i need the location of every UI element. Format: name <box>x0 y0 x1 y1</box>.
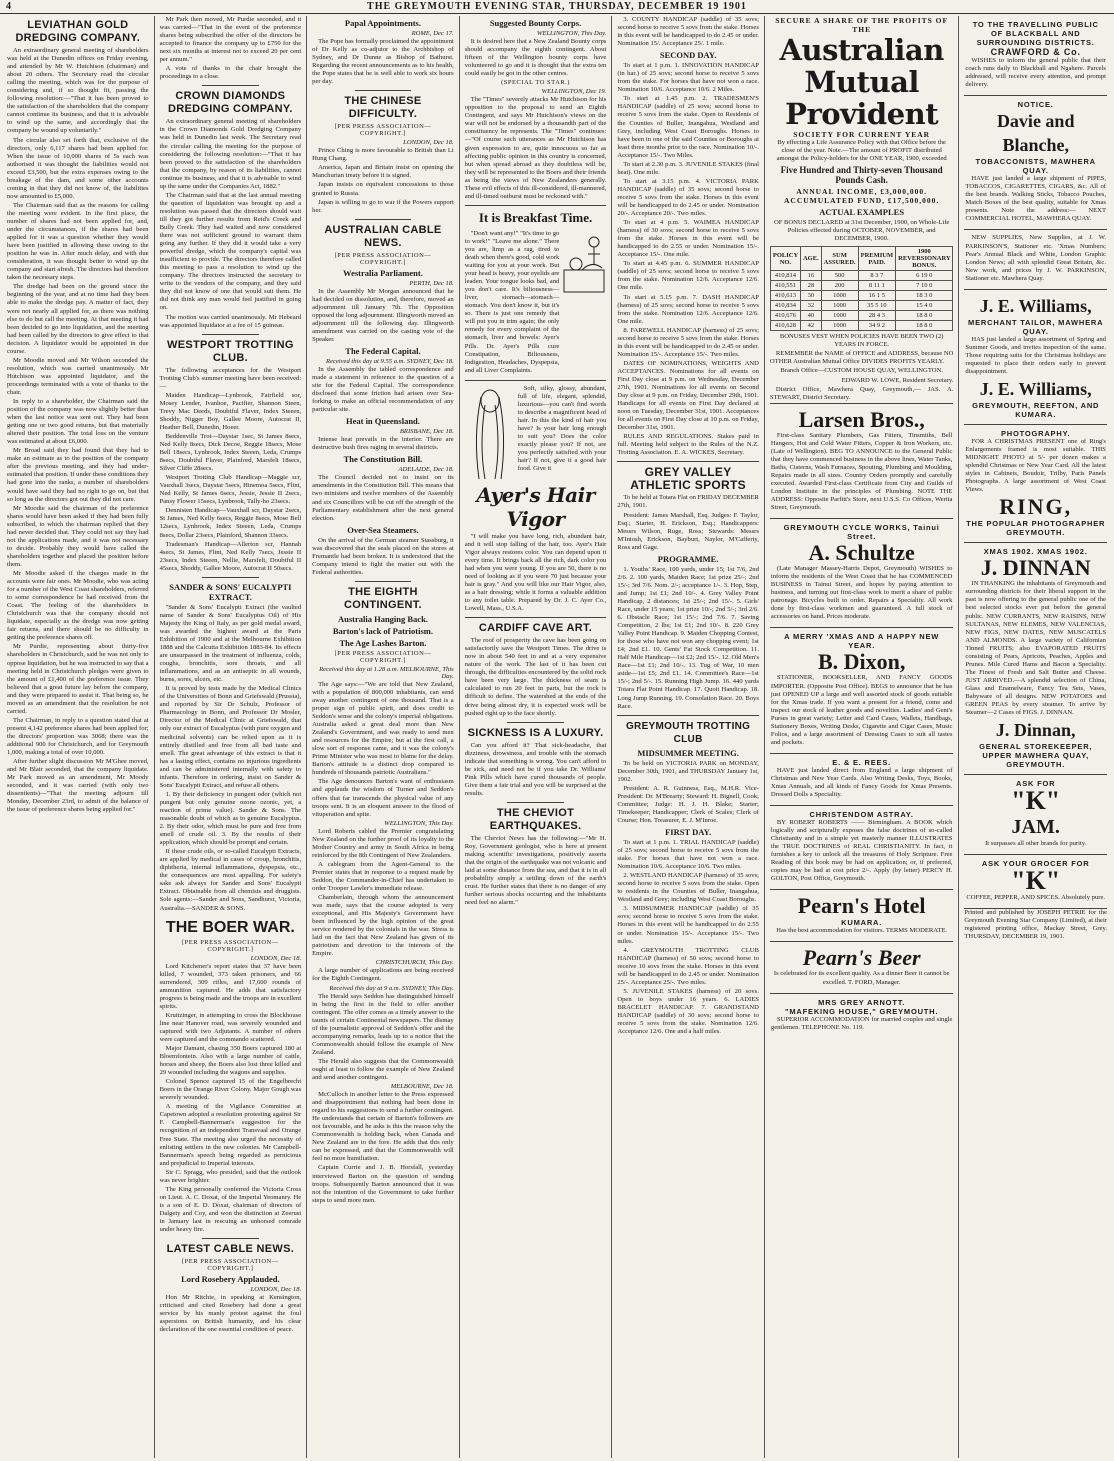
ad-paragraph: REMEMBER the NAME of OFFICE and ADDRESS, because NO OTHER Australian Mutual Office DIVIDES PROFITS YEARLY. <box>769 350 954 366</box>
race-listing: 3. COUNTY HANDICAP (saddle) of 35 sovs; second horse to receive 5 sovs from the stake. Horses in this event will be handicapped to do 2.45 or under. Nomination 15/. Acceptance 25/. 1 mile. <box>617 16 759 48</box>
article-paragraph: The circular also set forth that, exclusive of the directors, only 6,117 shares had been applied for. When the issue of 10,000 shares of 5s each was authorised it was thought the liabilities would not exceed £3,500, but the extra expenses owing to the breakage of the dam, and some other accounts coming in that they did not know of, the liabilities now amounted to £5,000. <box>7 136 149 200</box>
article-paragraph: An extraordinary general meeting of shareholders in the Crown Diamonds Gold Dredging Company was held in Dunedin last week. The Secretary read the circular calling the meeting for the purpose of considering the following resolution:—"That it has been proved to the satisfaction of the shareholders that the company, by reason of its liabilities, cannot continue its business, and that it is advisable to wind up the same under the Companies Act, 1882." <box>159 118 302 190</box>
dateline: WELLINGTON, This Day. <box>384 819 454 827</box>
table-cell: 8 3 7 <box>858 271 896 281</box>
dateline: Received this day at 9 a.m. SYDNEY, This Day. <box>329 984 454 992</box>
k-coffee-advert <box>964 855 1107 909</box>
column-4 <box>460 16 613 1458</box>
table-cell: 28 <box>800 281 821 291</box>
ad-paragraph: It surpasses all other brands for purity. <box>985 840 1087 848</box>
larsen-advert <box>770 403 954 519</box>
article-subheadline: Barton's lack of Patriotism. <box>332 625 433 636</box>
divider <box>355 581 412 582</box>
article-paragraph: Intense heat prevails in the interior. There are destructive bush fires raging in several districts. <box>312 436 454 452</box>
article-headline: LATEST CABLE NEWS. <box>166 1243 295 1256</box>
table-cell: 6 19 0 <box>896 271 953 281</box>
table-row <box>770 321 953 331</box>
article-headline: CARDIFF CAVE ART. <box>478 622 593 635</box>
article-headline: THE CHINESE DIFFICULTY. <box>344 95 422 121</box>
ad-brand-title: Davie and Blanche, <box>996 111 1075 156</box>
article-paragraph: The "Times" severely attacks Mr Hutchison for his opposition to the proposal to send an Eighth Contingent, and says Mr Hutchison's views on the war will not be endorsed by a thousandth part of the constituency he represents. The "Times" continues:—"Of course such utterances as Mr Hutchison has given expression to are, quite innocuous so far as affecting public opinion in this country is concerned, but when spread abroad as they doubtless will be, they will be represented to the Boers and their friends as being the views of New Zealanders generally. These evil effects of this ill-considered, ill-mannered, and ill-timed outburst must be reckoned with." <box>464 96 607 200</box>
article-paragraph: 1. By their deficiency in pungent odor (which not pungent but only genuine ozone ozonic, yet, a reaction of prime value). Sander & Sons. The reasonable doubt of which as to genuine Eucalyptus. 2. By their odor, which must be pure and free from smell of crude oil. 3. By the results of their application, which should be prompt and certain. <box>159 790 302 847</box>
table-cell: 200 <box>821 281 858 291</box>
press-tag: [PER PRESS ASSOCIATION—COPYRIGHT.] <box>334 251 432 266</box>
race-listing: 2. WESTLAND HANDICAP (harness) of 35 sovs; second horse to receive 5 sovs from the stake. Open to residents in the Counties of Buller, Inangahua, Westland and Grey; including West Coast Boroughs. <box>617 872 759 904</box>
christendom-advert <box>770 806 954 890</box>
race-listing: To start at 1 p.m. 1. TRIAL HANDICAP (saddle) of 25 sovs; second horse to receive 5 sovs from the stake. For horses that have not won a race. Nomination 10/6. Acceptance 10/6. Two miles. <box>617 838 759 871</box>
column-5 <box>612 16 765 1458</box>
ad-kicker: GREYMOUTH CYCLE WORKS, Tainui Street. <box>783 523 940 542</box>
ad-brand-title: RING, <box>999 494 1073 520</box>
race-listing: To start at 3.15 p.m. 4. VICTORIA PARK HANDICAP (saddle) of 35 sovs; second horse to receive 5 sovs from the stake. Horses in this event will be handicapped to do 2.45 or under. Nomination 20/-. Acceptance 20/-. Two miles. <box>617 177 759 218</box>
ad-kicker: NOTICE. <box>1017 100 1054 110</box>
article-subheadline: Papal Appointments. <box>344 18 421 28</box>
table-cell: 500 <box>821 271 858 281</box>
table-header-row <box>770 247 953 271</box>
article-headline: THE CHEVIOT EARTHQUAKES. <box>489 806 582 832</box>
dateline: Received this day at 9.55 a.m. SYDNEY, Dec 18. <box>325 357 454 365</box>
table-header-cell: POLICY NO. <box>770 247 800 271</box>
table-cell: 1000 <box>821 311 858 321</box>
divider <box>617 461 759 462</box>
table-row <box>770 281 953 291</box>
williams-advert <box>964 290 1107 425</box>
article-headline: SICKNESS IS A LUXURY. <box>467 726 604 739</box>
divider <box>202 577 259 578</box>
divider <box>202 85 259 86</box>
article-paragraph: Tradesman's Handicap—Allerton scr, Hannah 4secs, St James, Flint, Ned Kelly 7secs, Jessie II 23secs, Index Steeen, Nellie, Marsfelt, Doubtful II 45secs, Shoddy, Gallee Moore, Autocrat II 50secs. <box>159 540 302 572</box>
article-headline: CROWN DIAMONDS DREDGING COMPANY. <box>168 90 293 116</box>
article-paragraph: The following acceptances for the Westport Trotting Club's summer meeting have been received:— <box>159 366 302 390</box>
ad-subtitle: MERCHANT TAILOR, MAWHERA QUAY. <box>968 317 1104 336</box>
table-header-cell: AGE. <box>800 247 821 271</box>
article-headline: AUSTRALIAN CABLE NEWS. <box>324 223 442 249</box>
column-3 <box>307 16 460 1458</box>
table-cell: 1000 <box>821 301 858 311</box>
table-cell: 32 <box>800 301 821 311</box>
divider <box>465 205 607 206</box>
ad-kicker: ASK YOUR GROCER FOR <box>981 859 1090 869</box>
ad-kicker: SECURE A SHARE OF THE PROFITS OF THE <box>775 16 949 34</box>
divider <box>617 715 759 716</box>
dixon-advert <box>770 628 954 753</box>
article-paragraph: If these crude oils, or so-called Eucalypti Extracts, are applied by medical in cases of croup, bronchitis, diphtheria, internal inflammations, dyspepsia, etc., the consequences are most appalling. For safety's sake ask always for Sander and Sons' Eucalypti Extract. Obtainable from all chemists and druggists. Sole agents:—Sander and Sons, Sandhurst, Victoria, Australia.—SANDER & SONS. <box>159 848 302 912</box>
ad-brand-title: J. E. Williams, <box>979 295 1092 316</box>
article-paragraph: Maiden Handicap—Lynbrook, Fairfield sor, Mosey Lender, Ivanhoe, Pacifier, Shannon Steen, Trevy Mac Deeds, Doubtful Flaver, Index Steeen, Shoddy, Nigger Boy, Gallee Moore, Autocrat II, Heather Bell, Dunedin, Hoeer. <box>159 391 302 431</box>
ad-highlight: Five Hundred and Thirty-seven Thousand Pounds Cash. <box>780 165 943 186</box>
article-subheadline: Westralia Parliament. <box>343 267 423 278</box>
article-paragraph: Kruitzinger, in attempting to cross the Blockhouse line near Hanover road, was severely wounded and captured with two Adjutants. A number of others were captured and the commando scattered. <box>159 1011 302 1043</box>
article-paragraph: The motion was carried unanimously. Mr Hebeard was appointed liquidator at a fee of 15 guineas. <box>159 313 302 329</box>
ad-paragraph: "Don't want any!" "It's time to go to work!" "Leave me alone." There you are, limp as a rag, tired to death when there's good, cold work waiting for you at your work. But your head is heavy, your eyelids are leaden. Your tongue looks bad, and you don't care. It's biliousness—liver, stomach—stomach—stomach. You don't know it, but it's so. There is just one remedy that will put you in trim again; the only remedy for every complaint of the stomach, liver and bowels: Ayer's Pills. Dr. Ayer's Pills cure Constipation, Biliousness, Indigestion, Headaches, Dyspepsia, and all Liver Complaints. <box>464 229 560 374</box>
ring-photo-advert <box>964 425 1107 543</box>
crawford-advert <box>964 16 1107 96</box>
article-paragraph: Lord Roberts cabled the Premier congratulating New Zealand on the further proof of its loyalty to the Mother Country and army in South Africa in being reinforced by the 8th Contingent of New Zealanders. <box>312 827 454 859</box>
article-paragraph: It is proved by tests made by the Medical Clinics of the Universities of Bonn and Griefswald (Prussia), and reported by Sir Dr Schulz, Professor of Pharmacology in Bonn, and Professor Dr Mosler, Director of the Medical Clinic at Griefswald, that only our extract of Eucalyptus (with pure oxygen and medicinal solvents) can be relied upon as it is entirely distilled and free from all bad taste and smell. The great advantage of this extract is that it has a lasting effect, contains no injurious ingredients and can be administered internally with safety to infants. Therefore in ordering, insist on Sander & Sons' Eucalypti Extract, and refuse all others. <box>159 685 302 789</box>
ad-subtitle: TOBACCONISTS, MAWHERA QUAY. <box>975 157 1096 176</box>
dateline: LONDON, Dec 18. <box>250 954 302 962</box>
table-cell: 35 5 10 <box>858 301 896 311</box>
table-subtitle: OF BONUS DECLARED at 31st December, 1900, on Whole-Life Policies effected during OCTOBER, NOVEMBER, and DECEMBER, 1900. <box>773 219 950 243</box>
ad-brand-title: J. Dinnan, <box>995 720 1076 741</box>
dateline: BRISBANE, Dec 18. <box>399 428 454 436</box>
article-paragraph: Captain Currie and J. B. Horsfall, yesterday interviewed Barton on the question of sending troops. Subsequently Barton announced that it was not the intention of the Government to take further steps to send more men. <box>312 1164 454 1204</box>
race-listing: 8. FAREWELL HANDICAP (harness) of 25 sovs; second horse to receive 5 sovs from the stake. Horses in this event will be handicapped to do 2.45 or under. Nomination 15/-. Acceptance 15/-. Two miles. <box>617 326 759 358</box>
table-cell: 410,551 <box>770 281 800 291</box>
ad-subtitle: SOCIETY FOR CURRENT YEAR <box>793 130 931 139</box>
article-paragraph: Mr Moodie moved and Mr Wilson seconded the resolution, which was carried unanimously. Mr Hutchison was appointed liquidator, and the proceedings terminated with a vote of thanks to the chair. <box>7 356 149 396</box>
race-listing: To start at 5.15 p.m. 7. DASH HANDICAP (harness) of 25 sovs; second horse to receive 5 sovs from the stake. Nomination 12/6. Acceptance 12/6. One mile. <box>617 293 759 325</box>
column-7 <box>959 16 1112 1458</box>
ad-paragraph: COFFEE, PEPPER, AND SPICES. Absolutely pure. <box>966 894 1106 902</box>
davie-blanche-advert <box>964 96 1107 230</box>
ad-paragraph: BY ROBERT ROBERTS —— Birmingham. A BOOK which logically and scripturally exposes the false doctrines of so-called Christianity and in a simple yet masterly manner ILLUSTRATES the TRUE DOCTRINES of REAL CHRISTIANITY. In fact, it furnishes a key to unlock all the treasures of Holy Scripture. Free Reading of this book may be had on application; or, if preferred, copies may be had at cost price 2/-. Apply (by letter) PERCY H. GOLTON, Post Office, Greymouth. <box>770 819 953 883</box>
table-cell: 40 <box>800 311 821 321</box>
race-listing: To start at 1 p.m. 1. INNOVATION HANDICAP (in har.) of 25 sovs; second horse to receive 5 sovs from the stake. For horses that have not won a race. Nomination 10/6. Acceptance 10/6. 2 Miles. <box>617 62 759 94</box>
ad-paragraph: NEW SUPPLIES, New Supplies, at J. W. PARKINSON'S, Stationer etc. 'Xmas Numbers; Pear's Annual Black and White, London Graphic London News; all with splendid Great Britain, &c. New work, and prices by J. W. PARKINSON, Stationer etc. Mawhera Quay. <box>965 234 1106 282</box>
ad-brand-title: J. E. Williams, <box>979 378 1092 399</box>
table-title: ACTUAL EXAMPLES <box>819 207 905 218</box>
article-paragraph: The Pope has formally proclaimed the appointment of Dr Kelly as co-adjutor to the Archbishop of Sydney, and Dr Dunne as Bishop of Bathurst. Regarding the recent announcements as to his health, the Pope states that he is well able to work six hours per day. <box>312 38 454 86</box>
article-paragraph: Dennisten Handicap—Vauxhall scr, Daystar 2secs, St James, Ned Kelly 6secs, Reggie 8secs, Mose Bell 12secs, Lynbrook, Index Steeen, Leda, Crumps 8secs, Dollar 23secs, Plainford, Shannon 33secs. <box>159 507 302 539</box>
article-subheadline: The Constitution Bill. <box>343 454 423 465</box>
table-header-cell: SUM ASSURED. <box>821 247 858 271</box>
table-cell: 28 4 3 <box>858 311 896 321</box>
article-paragraph: The Age says:—"We are told that New Zealand, with a population of 800,000 inhabitants, can send away another contingent of one thousand. That is a proper sign of public spirit, and does credit to Seddon's sense and the colony's imperial obligations. Australia asked a great deal more than New Zealand's Government, and was ready to send men and resources for the Empire; but at the first call, a slow sort of response came, and it was the colony's Prime Minister who was most to blame for the delay. Barton's attitude is a distinct drop compared to hundreds of thousands patriotic Australians." <box>312 680 454 777</box>
race-listing: To start at 2.30 p.m. 3. JUVENILE STAKES (final heat). One mile. <box>617 160 759 176</box>
divider <box>355 219 412 220</box>
pearn-hotel-advert <box>770 890 954 942</box>
race-listing: 3. MIDSUMMER HANDICAP (saddle) of 35 sovs; second horse to receive 5 sovs from the stake. Horses in this event will be handicapped to do 2.55 or under. Nomination 15/-. Acceptance 15/-. Two miles. <box>617 905 759 945</box>
race-listing: To start at 4.45 p.m. 6. SUMMER HANDICAP (saddle) of 25 sovs; second horse to receive 5 sovs from the stake. Nomination 12/6. Acceptance 12/6. One mile. <box>617 260 759 292</box>
ad-brand-title: "K" <box>1011 786 1061 816</box>
dateline: ROME, Dec 17. <box>411 30 454 37</box>
ad-brand-title: Pearn's Hotel <box>797 893 926 919</box>
schultze-advert <box>770 519 954 628</box>
ad-paragraph: Is celebrated for its excellent quality. As a dinner Beer it cannot be excelled. T. FORD, Manager. <box>773 970 950 986</box>
article-subheadline: Lord Rosebery Applauded. <box>181 1274 280 1285</box>
article-paragraph: In reply to a shareholder, the Chairman said the position of the company was now slightly better than when the last notice was sent out. They had been getting one or two good returns, but that materially altered their position. The total loss on the venture was estimated at about £6,000. <box>7 398 149 446</box>
ad-paragraph: 1. Youths' Race, 100 yards, under 15; 1st 7/6, 2nd 2/6. 2. 100 yards, Maiden Race; 1st prize 25/-; 2nd 15/-; 3rd 7/6. Nom. 2/-; acceptance 1/-. 3. Hop, Step, and Jump; 1st £1; 2nd 10/-. 4. Grey Valley Point Handicap, 2 distances; 1st 25/-; 2nd 15/-. 5. Girls' Race, under 15 years; 1st prize 10/-; 2nd 5/-; 3rd 2/6. 6. Obstacle Race; 1st 15/-; 2nd 7/6. 7. Saving Competition, 2 lbs; 1st £1; 2nd 10/-. 8. 220 Grey Valley Point Handicap. 9. Maiden Chopping Contest, for those who have not won any chopping event; 1st £4; 2nd £1. 10. Gents' Fat Stock Competition. 11. Half Mile Handicap—1st £2; 2nd 15/-. 12. Old Men's Race—1st £1; 2nd 10/-. 13. Tug of War, 10 men aside—1st £5; 2nd £1. 14. Committee's Race—1st 15/-; 2nd 5/-. 15. Running High Jump. 16. 440 yards Totara Flat Point Handicap. 17. Quoit Handicap. 18. Long Jump Running. 19. Consolation Race. 20. Boys Race. <box>617 565 759 710</box>
bonus-table <box>770 246 954 331</box>
table-cell: 15 4 0 <box>896 301 953 311</box>
article-paragraph: The Chairman said that as the reasons for calling the meeting were evident. In the first place, the number of shares had not been applied for, and, under the circumstances, if the shares had been applied for it was a question whether they would have been justified in allowing these owing to the position he was in. After much delay, and with due consideration, it was thought better to wind up the company and start afresh. The directors had therefore taken the necessary steps. <box>7 201 149 282</box>
article-paragraph: The Council decided not to insist on its amendments in the Constitution Bill. This means that two ministers and twelve members of the Assembly and six Councillors will be cut off the strength of the Parliamentary establishment after the next general election. <box>312 474 454 522</box>
table-row <box>770 301 953 311</box>
k-jam-advert <box>964 775 1107 855</box>
article-paragraph: The dredge had been on the ground since the beginning of the year, and at no time had they been able to make the dredge pay. A matter of fact, they were not nearly all applied for, as there was nothing else to do but call the meeting. At that meeting it had been decided to go into liquidation, and the meeting had been called by the directors to give effect to that decision. A liquidator would be appointed in due course. <box>7 283 149 355</box>
ad-brand-title: Australian Mutual Provident <box>779 33 944 131</box>
ad-brand-title: JAM. <box>1011 816 1060 839</box>
section-heading: MIDSUMMER MEETING. <box>637 747 739 758</box>
article-paragraph: Sir C. Spragg, who presided, said that the outlook was never brighter. <box>159 1168 302 1184</box>
divider <box>202 334 259 335</box>
ad-brand-title: B. Dixon, <box>817 649 906 675</box>
ad-subtitle: GREYMOUTH, REEFTON, AND KUMARA. <box>972 400 1100 419</box>
section-heading: FIRST DAY. <box>665 826 712 837</box>
article-paragraph: Chamberlain, through whom the announcement was made, says that the course adopted is very exceptional, and His Majesty's Government have been influenced by the high opinion of the great service rendered by the colonials in the war. Stress is laid on the fact that New Zealand has given of its patriotism and devotion to the interests of the Empire. <box>312 894 454 958</box>
divider <box>507 802 564 803</box>
article-paragraph: The Chairman said that at the last annual meeting the question of liquidation was brought up and a resolution was passed that the directors should wait till they got further results from Reid's Creek and Bully Creek. They had waited and now considered there was not sufficient ground to warrant them going any further. If they did it would take a very powerful dredge, which the company's capital was insufficient to provide. The directors therefore called this meeting to pass a resolution to wind up the company. The directors instructed the secretary to write to the vendors of the company, and they said they did not know of one that would suit them. He did not think any man would feel justified in going on. <box>159 191 302 312</box>
ad-paragraph: To be held on VICTORIA PARK on MONDAY, December 30th, 1901, and THURSDAY January 1st, 1902. <box>617 759 759 783</box>
article-paragraph: The Herald says Seddon has distinguished himself in being the first in the field to offer another contingent. The offer comes as a timely answer to the taunts of certain Continental newspapers. The dismay of the journalistic approval of Seddon's offer and the accompanying remarks, leads up to a notice that the Commonwealth should follow the example of New Zealand. <box>312 992 454 1056</box>
parkinson-advert <box>964 230 1107 289</box>
divider <box>507 722 564 723</box>
article-paragraph: Major Damant, chasing 350 Boers captured 180 at Bloemfontein. Also with a large number of cattle, horses and sheep, the Boers also lost three killed and 29 wounded including the wagons and supplies. <box>159 1045 302 1077</box>
race-listing: RULES AND REGULATIONS. Stakes paid in full. Meeting held subject to the Rules of the N.Z. Trotting Association. E. A. WICKES, Secretary. <box>617 433 759 457</box>
article-subheadline: Australia Hanging Back. <box>337 613 428 624</box>
article-paragraph: The Herald also suggests that the Commonwealth ought at least to follow the example of New Zealand and send another contingent. <box>312 1057 454 1081</box>
article-paragraph: A large number of applications are being received for the Eighth Contingent. <box>312 967 454 983</box>
article-subheadline: The Age Lashes Barton. <box>339 637 427 648</box>
table-body <box>770 271 953 331</box>
ad-paragraph: IN THANKING the inhabitants of Greymouth and surrounding districts for their liberal support in the past is now offering to the general public one of the best selected stocks ever put before the general public. NEW CURRANTS, NEW RAISINS, NEW SULTANAS, NEW ELEMES, NEW VALENCIAS, NEW FIGS, NEW DATES, NEW MUSCATELS AND ALMONDS. A large variety of Californian Tinned FRUITS; also EVAPORATED FRUITS consisting of Pears, Apricots, Peaches, Apples and Prunes. Mile Cured Hams and Bacon a Speciality. The Finest of Fresh and Salt Butter and Cheese. JUST ARRIVED.—A splendid selection of China, Glass and Enamelware, Fancy Tea Sets, Vases, Babyware of all designs. NEW POTATOES and GREEN PEAS by every steamer. To arrive by Steamer—2 Cases of FIGS. J. DINNAN. <box>965 580 1106 717</box>
ad-paragraph: District Office, Mawhera Quay, Greymouth,— JAS. A. STEWART, District Secretary. <box>769 385 954 401</box>
man-in-bed-illustration <box>562 230 606 300</box>
article-paragraph: A vote of thanks to the chair brought the proceedings to a close. <box>159 65 302 81</box>
table-header-cell: 1900 REVERSIONARY BONUS. <box>896 247 953 271</box>
section-heading: SECOND DAY. <box>659 50 717 61</box>
article-paragraph: Mr Broad said they had found that they had to make an estimate as to the position of the company after the previous meeting, and they had under-estimated that position. If under these conditions they had gone into the ranks, a number of shareholders would have said they had no right to go on, but that so long as the directors got out they did not care. <box>7 447 149 503</box>
ad-kicker: A MERRY 'XMAS AND A HAPPY NEW YEAR. <box>784 632 940 651</box>
ad-kicker: PHOTOGRAPHY. <box>1000 428 1071 438</box>
table-cell: 18 3 0 <box>896 291 953 301</box>
race-listing: DATES OF NOMINATIONS, WEIGHTS AND ACCEPTANCES. Nominations for all events on First Day close at 9 p.m. on Wednesday, December 27th, 1901. Nominations for all events on Second Day close at 9 p.m. on Friday, December 29th, 1901. Handicaps for all events on First Day declared at noon on Tuesday, December 31st, 1901. Acceptances for all events on First Day close at 10 p.m. on Friday, December 31st, 1901. <box>617 359 759 432</box>
ad-subtitle: GENERAL STOREKEEPER, UPPER MAWHERA QUAY, GREYMOUTH. <box>979 742 1093 770</box>
article-headline: THE BOER WAR. <box>165 918 295 936</box>
ad-paragraph: HAVE just landed a large shipment of PIPES, TOBACCOS, CIGARETTES, CIGARS, &c. All of the best brands. Walking Sticks, Tobacco Pouches, Match Boxes of the best quality, suitable for Xmas presents. Note the address:— NEXT COMMERCIAL HOTEL, MAWHERA QUAY. <box>965 175 1106 223</box>
ad-signature: EDWARD W. LOWE, Resident Secretary. <box>841 376 954 384</box>
ad-headline: It is Breakfast Time. <box>478 209 593 225</box>
dateline: Received this day at 1.28 a.m. MELBOURNE, This Day. <box>319 665 454 680</box>
ad-paragraph: Branch Office—CUSTOM HOUSE QUAY, WELLINGTON. <box>780 367 943 375</box>
press-tag: (SPECIAL TO STAR.) <box>501 79 570 87</box>
dinnan-advert <box>964 543 1107 775</box>
article-paragraph: Westport Trotting Club Handicap—Maggie scr, Vauxhall 3secs, Daystar 5secs, Hinemoa 5secs, Flint, Ned Kelly, St James 6secs, Jessie, Jessie II 2secs, Pansy Flower 15secs, Lynbrook, Tally-ho 23secs. <box>159 474 302 506</box>
dateline: CHRISTCHURCH, This Day. <box>375 959 454 967</box>
ad-headline: GREYMOUTH TROTTING CLUB <box>625 720 751 745</box>
ad-kicker: ASK FOR <box>1016 779 1056 789</box>
article-headline: WESTPORT TROTTING CLUB. <box>167 338 294 364</box>
ad-subtitle: KUMARA. <box>841 918 883 928</box>
ad-paragraph: STATIONER, BOOKSELLER, AND FANCY GOODS IMPORTER. (Opposite Post Office). BEGS to announce that he has just OPENED UP a large and well assorted stock of goods suitable for the Xmas trade. If you want a present for a friend, come and inspect our stock of leather goods and novelties. Ladies' and Gent's Purses in great variety; Letter and Card Cases, Wallets, Handbags, Stationery Boxes, Writing Desks, Cigarette and Cigar Cases, Music Folios, and a large assortment of Dressing Cases to suit all tastes and pockets. <box>770 674 953 746</box>
table-cell: 7 10 0 <box>896 281 953 291</box>
ad-brand-title: J. DINNAN <box>980 555 1091 581</box>
column-1 <box>2 16 155 1458</box>
press-tag: [PER PRESS ASSOCIATION—COPYRIGHT.] <box>181 938 279 953</box>
dateline: LONDON, Dec 18. <box>403 139 454 147</box>
divider <box>465 617 607 618</box>
divider <box>465 380 607 381</box>
page-number: 4 <box>6 1 12 12</box>
table-cell: 18 8 0 <box>896 311 953 321</box>
article-headline: LEVIATHAN GOLD DREDGING COMPANY. <box>15 19 141 44</box>
table-cell: 30 <box>800 291 821 301</box>
ad-headline: GREY VALLEY ATHLETIC SPORTS <box>630 465 746 493</box>
table-cell: 8 11 1 <box>858 281 896 291</box>
article-paragraph: Hon Mr Ritchie, in speaking at Kensington, criticised and cited Rosebery had done a great service by his manly protest against the foul aspersions on British humanity, and his clear declaration of the one essential condition of peace. <box>159 1294 302 1334</box>
ad-brand-title: A. Schultze <box>808 540 915 566</box>
table-cell: 410,628 <box>770 321 800 331</box>
article-paragraph: A meeting of the Vigilance Committee at Capetown adopted a resolution protesting against Sir F. Campbell-Bannerman's suggestion for the recognition of an independent Transvaal and Orange Free State. The meeting also urged the necessity of enlisting settlers in the new colonies. Mr Campbell-Bannerman's speech being regarded as pernicious and prejudicial to Imperial interests. <box>159 1103 302 1167</box>
ad-brand-title: E. & E. REES. <box>832 757 892 767</box>
ad-brand-title: CRAWFORD & Co. <box>990 47 1081 57</box>
ad-paragraph: President: A. R. Guinness, Esq., M.H.R. Vice-President: Dr. M'Brearty; Steward: H. Bignell, Cook; Committee; Judge: H. J. H. Blake; Starter; Timekeeper; Handicapper; Clerk of Scales; Clerk of Course; Hon. Treasurer, E. J. M'Inroe. <box>617 784 759 824</box>
ad-headline: SANDER & SONS' EUCALYPTI EXTRACT. <box>169 581 292 602</box>
article-paragraph: The Chairman, in reply to a question stated that at present 4,142 preference shares had been applied for; the directors' proportion was 3068; there was the additional 900 for Christchurch, and for Greymouth 1,000, making a total of over 10,000. <box>7 716 149 757</box>
article-paragraph: Mr Park then moved, Mr Purdie seconded, and it was carried—"That in the event of the preference shares being subscribed the offer of the directors be accepted to finance the company up to £750 for the next six months at interest not to exceed 20 per cent per annum." <box>159 16 302 64</box>
dateline: WELLINGTON, This Day. <box>536 30 607 37</box>
ad-brand-title: Larsen Bros., <box>798 406 925 432</box>
ad-paragraph: (Late Manager Massey-Harris Depot, Greymouth) WISHES to inform the residents of the West Coast that he has COMMENCED BUSINESS in Tainui Street, and hopes by paying attention to business, and turning out first-class work to merit a share of public patronage. Bicycles built to order. Repairs a Speciality. All work done by first-class workmen and guaranteed. A full stock of accessories on hand. Prices moderate. <box>770 565 953 621</box>
table-cell: 16 <box>800 271 821 281</box>
ad-paragraph: BONUSES VEST WHEN POLICIES HAVE BEEN TWO (2) YEARS IN FORCE. <box>779 333 944 349</box>
race-listing: To start at 4 p.m. 5. WAIMEA HANDICAP (harness) of 30 sovs; second horse to receive 5 sovs from the stake. Horses in this event will be handicapped to do 2.55 or under. Nomination 15/-. Acceptance 15/-. One mile. <box>617 219 759 259</box>
article-paragraph: Prince Ching is more favourable to British than Li Hung Chang. <box>312 147 454 163</box>
ad-brand-title: Pearn's Beer <box>802 945 921 971</box>
race-listing: 5. JUVENILE STAKES (harness) of 20 sovs. Open to boys under 16 years. 6. LADIES BRACELET HANDICAP. 7. GRANDSTAND HANDICAP (saddle) of 30 sovs; second horse to receive 5 sovs from the stake. Nomination 12/6. Acceptance 12/6. One and a half miles. <box>617 987 759 1036</box>
column-6 <box>765 16 960 1458</box>
ad-paragraph: To be held at Totara Flat on FRIDAY DECEMBER 27th, 1901. <box>617 494 759 510</box>
masthead-title: THE GREYMOUTH EVENING STAR, THURSDAY, DECEMBER 19 1901 <box>367 1 747 12</box>
ad-paragraph: ANNUAL INCOME, £3,000,000. ACCUMULATED FUND, £17,500,000. <box>784 187 940 206</box>
race-listing: To start at 1.45 p.m. 2. TRADESMEN'S HANDICAP (saddle) of 25 sovs; second horse to receive 5 sovs from the stake. Open to Residents of the Counties of Buller, Inangahua, Westland and Grey, including West Coast Boroughs. Horses to have been in one of the said Counties or Boroughs at least three months prior to the race. Nomination 10/-. Acceptance 15/-. Two Miles. <box>617 95 759 159</box>
article-subheadline: Suggested Bounty Corps. <box>489 18 582 28</box>
ad-subtitle: THE POPULAR PHOTOGRAPHER GREYMOUTH. <box>966 519 1106 538</box>
article-paragraph: A cablegram from the Agent-General to the Premier states that in response to a request made by Seddon, the Commander-in-Chief has undertaken to order Trooper Lawler's immediate release. <box>312 860 454 892</box>
dateline: ADELAIDE, Dec 18. <box>398 466 454 474</box>
article-paragraph: Can you afford it? That sick-headache, that dizziness, drowsiness, and trouble with the stomach indicate that something is wrong. You can't afford to be sick, and need not be if you take Dr. Williams' Pink Pills which have cured thousands of people. Give them a fair trial and you will be surprised at the results. <box>464 741 607 797</box>
table-row <box>770 271 953 281</box>
rees-advert <box>770 754 954 806</box>
article-paragraph: On the arrival of the German steamer Stassburg, it was discovered that the seals placed on the stores at Fremantle had been broken. It is understood that the Company intend to fight the matter out with the Federal authorities. <box>312 536 454 576</box>
ad-paragraph: HAS just landed a large assortment of Spring and Summer Goods, and invites inspection of the same. Those requiring suits for the Christmas holidays are requested to place their orders early to prevent disappointment. <box>965 335 1106 375</box>
pearn-beer-advert <box>770 942 954 993</box>
article-paragraph: Japan is willing to go to war if the Powers support her. <box>312 198 454 214</box>
divider <box>202 1238 259 1239</box>
ad-brand-title: CHRISTENDOM ASTRAY. <box>809 810 914 820</box>
article-paragraph: Colonel Spence captured 15 of the Engelbrecht Boers in the Orange River Colony. Major Gough was severely wounded. <box>159 1078 302 1102</box>
table-cell: 16 1 5 <box>858 291 896 301</box>
dateline: LONDON, Dec 18. <box>250 1286 302 1294</box>
divider <box>355 90 412 91</box>
ad-brand-title: Ayer's Hair Vigor <box>476 482 595 531</box>
article-paragraph: The Cheviot News has the following:—"Mr H. Roy, Government geologist, who is here at present making scientific investigations, positively asserts that the origin of the earthquake was not volcanic and laid at some distance from the sea, and that it is in all probability simply a settling down of the earth's crust. He further states that there is no danger of any further serious shocks occurring and the inhabitants need feel no alarm." <box>464 834 607 907</box>
ad-kicker: TO THE TRAVELLING PUBLIC OF BLACKBALL AND SURROUNDING DISTRICTS. <box>972 20 1099 47</box>
article-paragraph: Lord Kitchener's report states that 37 have been killed, 7 wounded, 373 taken prisoners, and 66 surrendered, 309 rifles, and 17,600 rounds of ammunition captured. He adds that satisfactory progress is being made and the troops are in excellent spirits. <box>159 962 302 1010</box>
article-paragraph: America, Japan and Britain insist on opening the Manchurian treaty before it is signed. <box>312 164 454 180</box>
ad-paragraph: WISHES to inform the general public that their coach runs daily to Blackball and Ngahere. Parcels addressed, will receive every attention, and prompt delivery. <box>965 57 1106 89</box>
article-paragraph: Mr Moodie said the chairman of the preference shares would have been asked if they had been fully subscribed, to which the chairman replied that they had never decided that. They could not say they had not the applications made, and it was not necessary to decide. Probably they would have called the shareholders together and placed the position before them. <box>7 504 149 568</box>
article-paragraph: Japan insists on equivalent concessions to those granted to Russia. <box>312 181 454 197</box>
table-cell: 410,676 <box>770 311 800 321</box>
table-cell: 18 8 0 <box>896 321 953 331</box>
article-paragraph: In the Assembly the tabled correspondence and made a statement in reference to the question of a site for the Federal Capital. The correspondence disclosed that some friction had arisen over Sea-forking to make an official recommendation of any particular site. <box>312 365 454 414</box>
article-paragraph: Beddenville Trot—Daystar 1sec, St James 8secs, Ned Kelly 8secs, Dick Decoe, Reggie 18secs, Mose Bell 18secs, Lynbrook, Index Steeen, Leda, Crumps 8secs, Doubtful Flaver, Plainford, Marsfelt 18secs, Silver Cliffe 28secs. <box>159 432 302 473</box>
ad-paragraph: HAVE just landed direct from England a large shipment of Christmas and New Year Cards. Also Writing Desks, Toys, Books, Xmas Annuals, and all kinds of Fancy Goods for Xmas Presents. Dressed Dolls a Speciality. <box>770 766 953 799</box>
ad-kicker: XMAS 1902. XMAS 1902. <box>983 547 1088 557</box>
ad-paragraph: President: James Marshall, Esq. Judges: F. Taylor, Esq.; Starter, H. Erickson, Esq.; Handicappers: Messrs Wilson, Ruge, Ross; Stewards: Messrs M'Intosh, Erickson, Bayburt, Naylor, M'Cafferty, Ross and Gage. <box>617 511 759 551</box>
press-tag: [PER PRESS ASSOCIATION—COPYRIGHT.] <box>334 123 432 138</box>
ad-paragraph: Soft, silky, glossy, abundant, full of life, elegant, splendid, luxurious—you can't find words to describe a magnificent head of hair. In this the kind of hair you have? Is your hair long enough to suit you? Does the color exactly please you? If not, are you perfectly satisfied with your hair? If not, give it a good hair food. Give it <box>517 384 607 473</box>
article-paragraph: After further slight discussion Mr M'Ghee moved, and Mr Blair seconded, that the company liquidate. Mr Park moved as an amendment, Mr Moody seconded, and it was carried (with only two dissentients)—"That the meeting adjourn till Monday, December 23rd, to admit of the balance of the issue of preference shares being applied for." <box>7 758 149 814</box>
article-paragraph: In the Assembly Mr Morgan announced that he had decided on dissolution, and, therefore, moved an adjournment till January 7th. The Opposition opposed the long adjournment. Illingworth moved an adjournment till the following day. Illingworth amendment was carried on the casting vote of the Speaker. <box>312 287 454 343</box>
ad-paragraph: By effecting a Life Assurance Policy with that Office before the close of the year. Note.—The amount of PROFIT distributed amongst the Policy-holders for the ONE YEAR, 1900, exceeded <box>776 139 947 163</box>
article-paragraph: McCulloch in another letter to the Press expressed and disappointment that nothing had been done in regard to his suggestions to send a further contingent. He understands that certain of Barton's followers are not favourable, and he asks is this the reason why the Commonwealth is holding back, when Canada and New Zealand are to the fore. He adds that this only can be expressed, and that the Commonwealth will feel no more humiliation. <box>312 1091 454 1163</box>
ad-paragraph: First-class Sanitary Plumbers, Gas Fitters, Tinsmiths, Bell Hangers, Hot and Cold Water Fitters, Copper & Iron Workers, etc. (Late of Wellington). BEG TO ANNOUNCE to the General Public that they have commenced business in the above lines, Water Tanks, Baths, Cisterns, Wash Furnaces, Spouting, Plumbing and Moulding, Repairs made in all sizes. Country Orders promptly and carefully executed. Awarded First-class Certificate from City and Guilds of London Institute in the principles of Plumbing. NOTE THE ADDRESS: Opposite Parfitt's Store, next U.S.S. Co Offices, Werita Street, Greymouth. <box>770 431 953 512</box>
ad-paragraph: FOR A CHRISTMAS PRESENT one of Ring's Enlargements framed is most suitable. THIS MIDNIGHT PHOTO at 5/- per dozen makes a splendid Christmas or New Year Card. All the latest styles in Cabinets, Boudoir, Trilby, Paris Panels Photographs. A large assortment of West Coast Views. <box>965 437 1106 494</box>
woman-long-hair-illustration <box>465 385 515 481</box>
section-heading: PROGRAMME. <box>657 553 719 564</box>
article-paragraph: The Age denounces Barton's want of enthusiasm and applauds the wisdom of Turner and Seddon's offers that far transcends the physical value of any troops sent. It is an eloquent answer to the flood of vituperation and spite. <box>312 778 454 818</box>
press-tag: [PER PRESS ASSOCIATION—COPYRIGHT.] <box>334 649 432 664</box>
column-2 <box>155 16 308 1458</box>
dateline: PERTH, Dec 18. <box>409 279 454 287</box>
dateline: MELBOURNE, Dec 18. <box>390 1083 454 1091</box>
article-paragraph: The King personally conferred the Victoria Cross on Lieut. A. C. Doxat, of the Imperial Yeomanry. He is a son of E. D. Doxat, chairman of directors of Dalgety and Coy, and won the distinction at Zeerust in January last in rescuing an unhorsed comrade under heavy fire. <box>159 1185 302 1234</box>
table-cell: 410,834 <box>770 301 800 311</box>
table-cell: 410,814 <box>770 271 800 281</box>
article-paragraph: It is desired here that a New Zealand Bounty corps should accompany the eighth contingent. About fifteen of the Wellington bounty corps have volunteered to go and it is thought that the extra ten could easily be got in the other centres. <box>464 38 607 78</box>
table-cell: 1000 <box>821 321 858 331</box>
article-subheadline: Over-Sea Steamers. <box>347 524 419 535</box>
newspaper-columns <box>2 16 1112 1458</box>
table-cell: 42 <box>800 321 821 331</box>
table-cell: 1000 <box>821 291 858 301</box>
ad-brand-title: "K" <box>1011 866 1061 896</box>
table-header-cell: PREMIUM PAID. <box>858 247 896 271</box>
ad-paragraph: SUPERIOR ACCOMMODATION for married couples and single gentlemen. TELEPHONE No. 119. <box>770 1015 953 1031</box>
grey-arnott-advert <box>770 994 954 1038</box>
table-cell: 410,613 <box>770 291 800 301</box>
ad-subtitle: "MAFEKING HOUSE," GREYMOUTH. <box>785 1006 939 1016</box>
race-listing: 4. GREYMOUTH TROTTING CLUB HANDICAP (harness) of 50 sovs; second horse to receive 10 sovs from the stake. Horses in this event will be handicapped to do 2.45 or under. Nomination 25/-. Acceptance 25/-. Two miles. <box>617 946 759 986</box>
article-headline: THE EIGHTH CONTINGENT. <box>344 585 422 611</box>
table-row <box>770 311 953 321</box>
article-paragraph: Mr Moodie asked if the charges made in the accounts were fair ones. Mr Moodie, who was acting for a number of the West Coast shareholders, referred to some correspondence he had received from the Coast. The feeling of the shareholders in Christchurch was that the company should not liquidate, especially as the dredge was now getting fair returns, and there should be no difficulty in getting the preference shares off. <box>7 570 149 642</box>
ad-paragraph: "I will make you have long, rich, abundant hair, and it will stop falling of the hair, too. Ayer's Hair Vigor always restores color. You can depend upon it every time. It brings back all the rich, dark color you had when you were young. If you are 50, there is no need of looking as if you were 70 just because your hair is gray." And you will like our Hair Vigor, also, as a hair dressing; while it forms a valuable addition to any toilet table. Prepared by Dr. J. C. Ayer Co., Lowell, Mass., U.S.A. <box>464 532 607 613</box>
table-row <box>770 291 953 301</box>
ad-brand-title: MRS GREY ARNOTT. <box>818 997 906 1007</box>
article-paragraph: The roof of prosperity the cave has been going on satisfactorily save the Westport Times. The drive is now in about 540 feet in and at a very expensive nature of the work. The last of it has been cut through, the difficulties encountered by the solid rock have been very large. The thickness of seam is calculated to run 20 feet in parts, but the rock is difficult to define. The watershed at the ends of the drive being almost dry, it is expected work will be pushed right up to the face shortly. <box>464 637 607 717</box>
article-subheadline: Heat in Queensland. <box>345 416 420 427</box>
masthead <box>0 0 1114 14</box>
press-tag: [PER PRESS ASSOCIATION—COPYRIGHT.] <box>181 1258 279 1273</box>
article-paragraph: An extraordinary general meeting of shareholders was held at the Dunedin offices on Friday evening, and attended by Mr W. Hutchison (chairman) and about 20 others. The Secretary read the circular calling the meeting, which was for the purpose of considering and, if so thought fit, passing the following resolution:—"That it has been proved to the satisfaction of the shareholders that the company cannot continue its business, and that it is advisable to wind up the same, and accordingly that the company be wound up voluntarily." <box>7 47 149 135</box>
article-subheadline: The Federal Capital. <box>345 345 421 356</box>
article-paragraph: "Sander & Sons' Eucalypti Extract (the vaulted name of Sander & Sons' Eucalyptus Oil) of His Majesty the King of Italy, as per gold medal award, was awarded the highest award at the Paris Exhibition of 1900 and at the Melbourne Exhibition 1888 and the Calcutta Exhibition 1883-84. Its effects are unsurpassed in the treatment of influenza, colds, coughs, bronchitis, sore throats, and all inflammations, and as an antiseptic in all wounds, burns, sores, ulcers, etc. <box>159 603 302 684</box>
ad-paragraph: Has the best accommodation for visitors. TERMS MODERATE. <box>776 927 948 935</box>
printer-imprint: Printed and published by JOSEPH PETRIE for the Greymouth Evening Star Company (Limited), at their registered printing office, Mackay Street, Grey. THURSDAY, DECEMBER 19, 1901. <box>964 909 1107 941</box>
article-paragraph: Mr Purdie, representing about thirty-five shareholders in Christchurch, said he was not only to oppose liquidation, but he was instructed to say that a meeting held in Christchurch pledges were given to the amount of £1,400 of the preference issue. They believed that a great future lay before the company, and they were prepared to assist it. That being so, he moved as an amendment that the resolution be not carried. <box>7 643 149 715</box>
table-cell: 34 9 2 <box>858 321 896 331</box>
dateline: WELLINGTON, Dec 19. <box>541 88 607 96</box>
